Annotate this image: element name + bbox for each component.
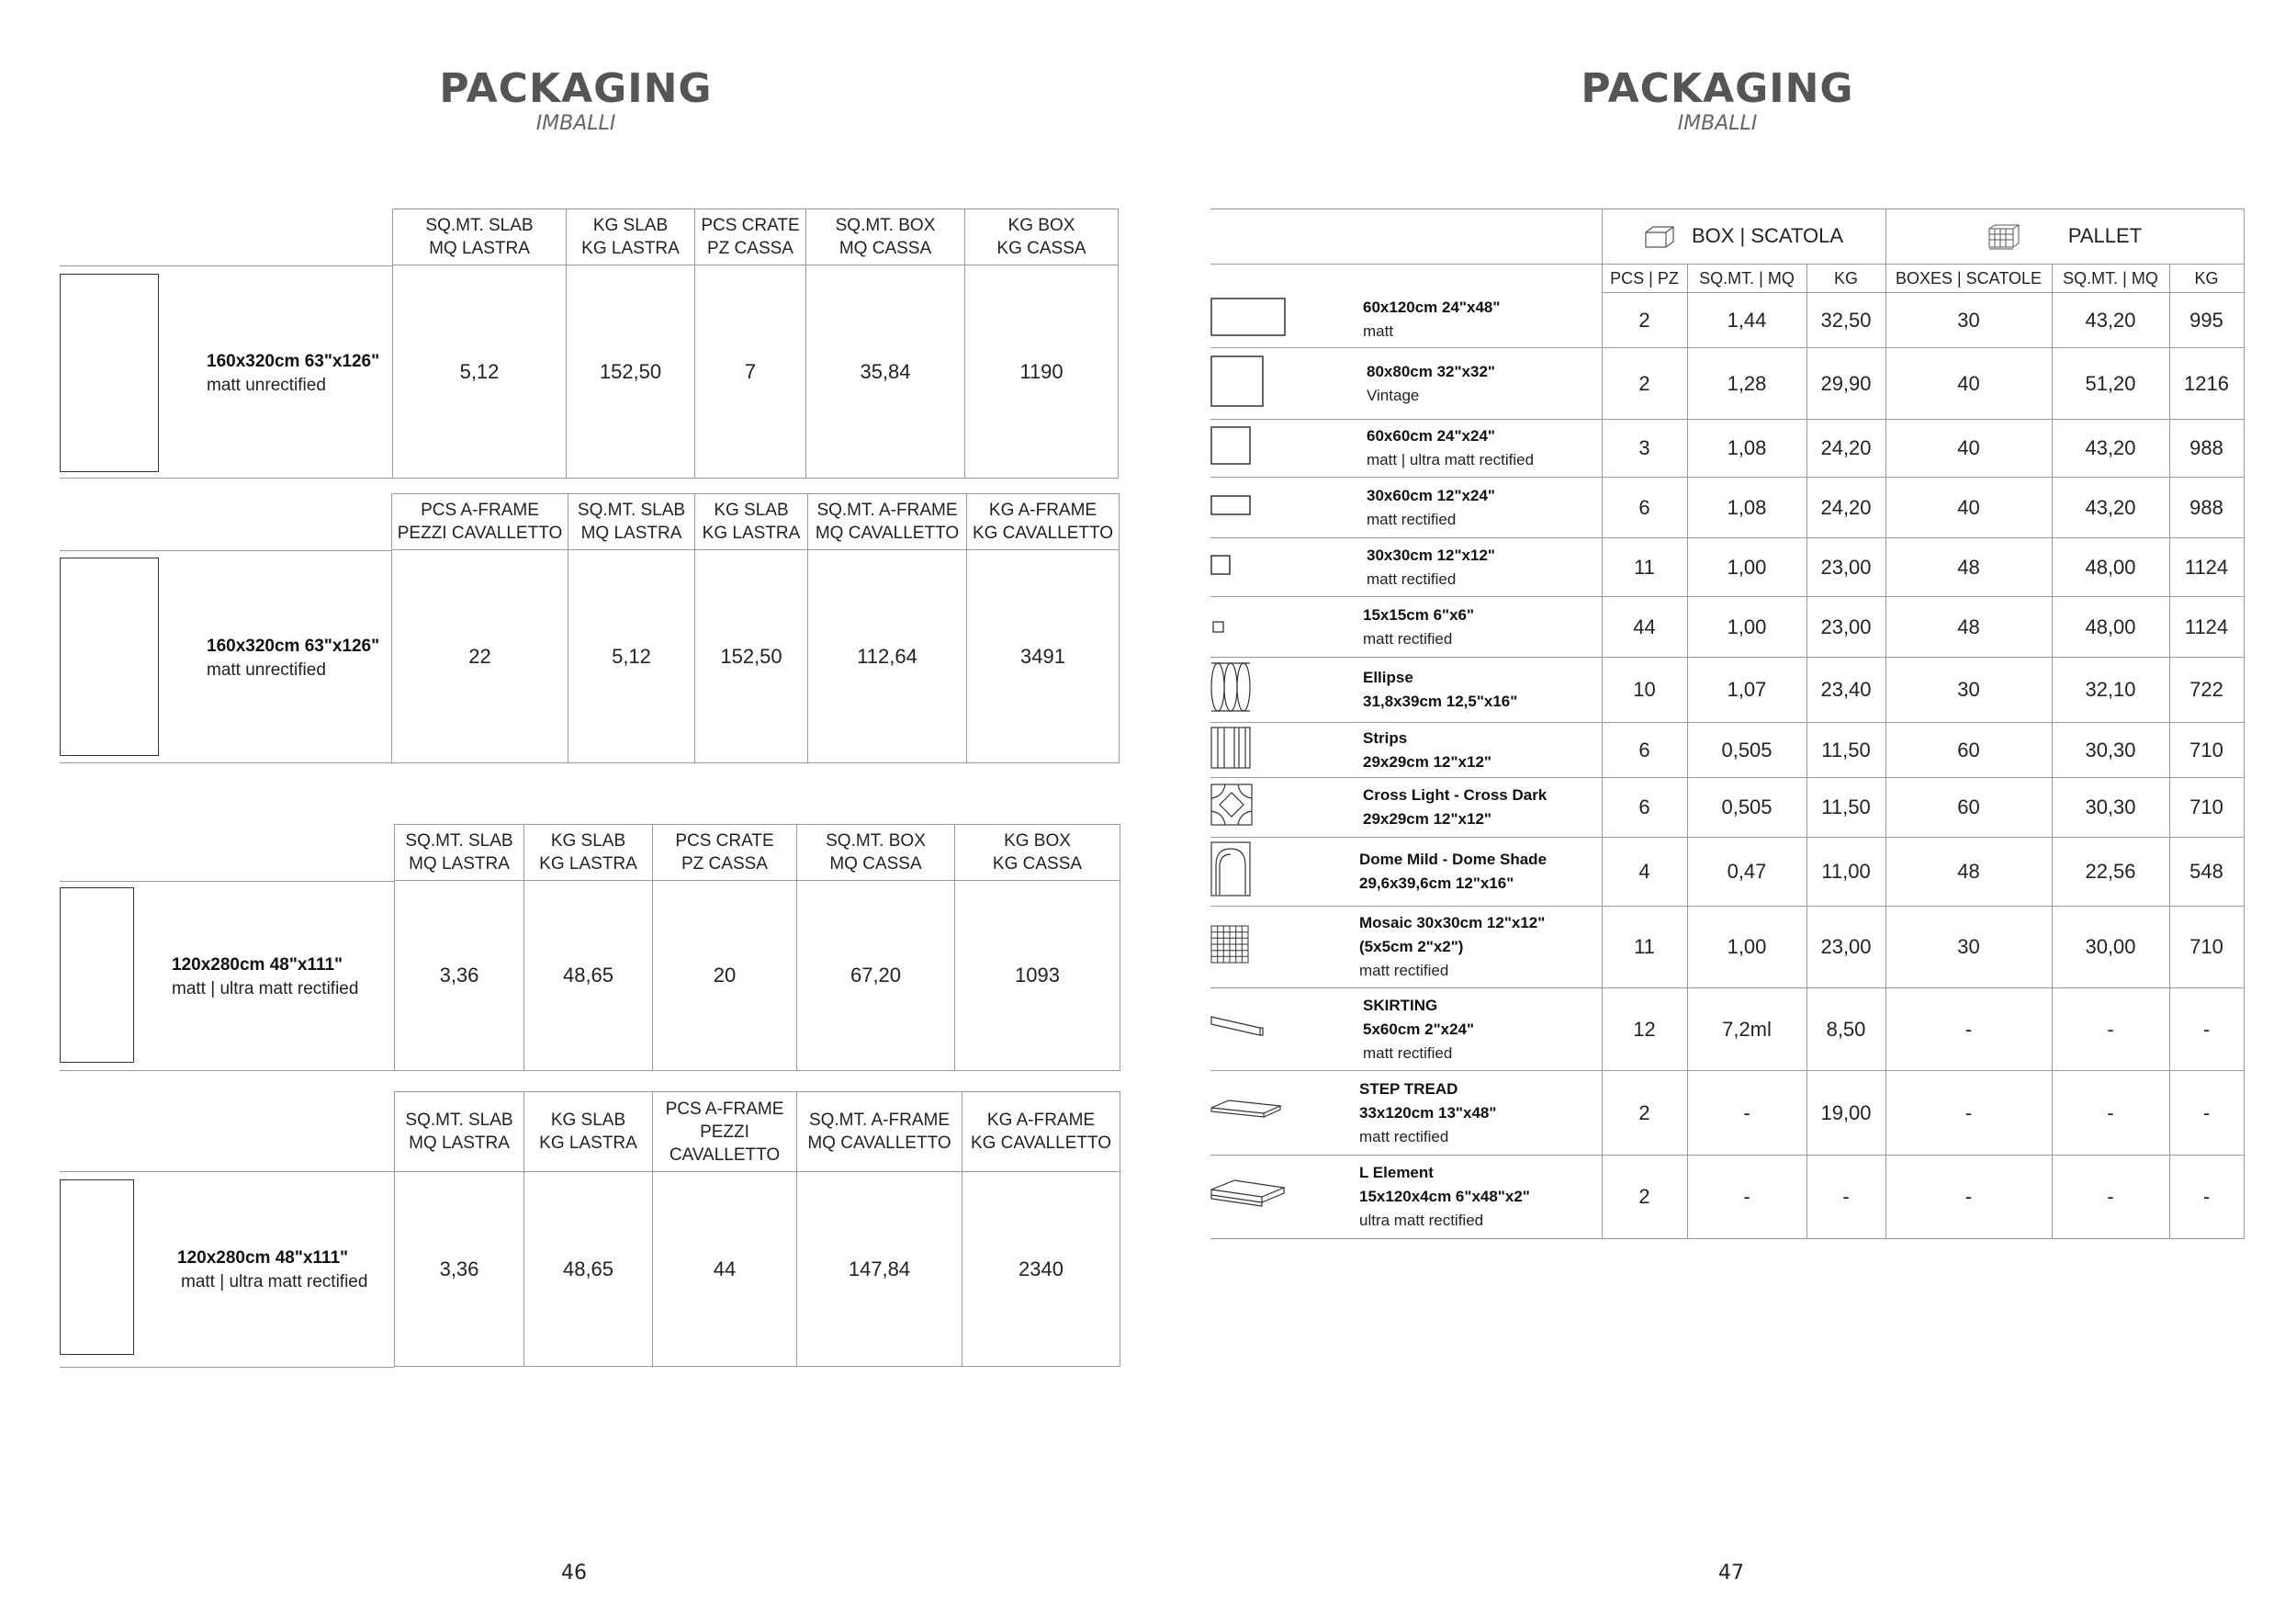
column-header: KG BOX KG CASSA xyxy=(955,825,1120,881)
square-15x15-icon xyxy=(1212,615,1225,639)
table-cell: 43,20 xyxy=(2052,478,2169,538)
table-row xyxy=(1210,988,2244,1071)
table-cell: 1093 xyxy=(955,881,1120,1071)
format-name: 60x60cm 24"x24" xyxy=(1367,427,1495,445)
table-cell: 32,10 xyxy=(2052,658,2169,723)
column-header: PCS A-FRAME PEZZI CAVALLETTO xyxy=(392,494,568,550)
table-cell: 2 xyxy=(1602,1156,1687,1239)
table-cell: 44 xyxy=(653,1172,797,1367)
group-header-pallet: PALLET xyxy=(1885,209,2244,265)
format-finish: matt rectified xyxy=(1359,962,1449,979)
table-row xyxy=(1210,658,2244,723)
table-cell: 23,00 xyxy=(1806,597,1885,658)
table-cell: 11 xyxy=(1602,907,1687,988)
table-cell: 1,00 xyxy=(1687,538,1806,597)
table-row xyxy=(1210,1156,2244,1239)
format-label xyxy=(1363,666,1517,714)
format-name: Ellipse xyxy=(1363,669,1413,686)
table-cell: 0,47 xyxy=(1687,838,1806,907)
box-icon xyxy=(1644,225,1675,249)
format-label xyxy=(1363,784,1547,831)
table-cell: 7 xyxy=(695,265,806,479)
table-cell: 30,00 xyxy=(2052,907,2169,988)
format-cell xyxy=(1210,538,1602,597)
format-name: L Element xyxy=(1359,1164,1434,1181)
table-cell: 10 xyxy=(1602,658,1687,723)
strips-tile-icon xyxy=(1210,727,1251,774)
mosaic-grid-icon xyxy=(1210,925,1249,969)
table-cell: 48 xyxy=(1885,597,2052,658)
column-header: SQ.MT. SLAB MQ LASTRA xyxy=(393,209,567,265)
table-cell: 8,50 xyxy=(1806,988,1885,1071)
table-cell: 722 xyxy=(2169,658,2244,723)
format-cell xyxy=(1210,348,1602,420)
format-cell xyxy=(1210,907,1602,988)
table-cell: 40 xyxy=(1885,420,2052,478)
table-cell: 112,64 xyxy=(808,550,967,763)
square-30x30-icon xyxy=(1210,555,1231,581)
table-cell: 30 xyxy=(1885,658,2052,723)
table-cell: 60 xyxy=(1885,778,2052,838)
table-cell: 48,00 xyxy=(2052,538,2169,597)
page-title: PACKAGING xyxy=(1581,65,1854,112)
cross-tile-icon xyxy=(1210,784,1253,831)
format-label xyxy=(1359,1077,1496,1149)
format-size: 29,6x39,6cm 12"x16" xyxy=(1359,874,1514,892)
table-cell: 6 xyxy=(1602,723,1687,778)
table-cell: 1,08 xyxy=(1687,478,1806,538)
format-finish: matt rectified xyxy=(1363,1043,1453,1062)
table-cell: 1,28 xyxy=(1687,348,1806,420)
column-header: PCS CRATE PZ CASSA xyxy=(653,825,797,881)
table-cell: - xyxy=(2052,988,2169,1071)
table-cell: 32,50 xyxy=(1806,293,1885,348)
column-header: SQ.MT. SLAB MQ LASTRA xyxy=(568,494,695,550)
format-finish: matt rectified xyxy=(1367,510,1457,528)
table-cell: 60 xyxy=(1885,723,2052,778)
table-cell: - xyxy=(1687,1071,1806,1156)
format-finish: matt rectified xyxy=(1363,629,1453,648)
column-header: KG SLAB KG LASTRA xyxy=(695,494,808,550)
format-label xyxy=(1367,484,1495,532)
format-size: 15x120x4cm 6"x48"x2" xyxy=(1359,1188,1530,1205)
format-size: (5x5cm 2"x2") xyxy=(1359,938,1464,955)
right-page-title-block xyxy=(1442,66,1993,136)
table-cell: 0,505 xyxy=(1687,723,1806,778)
table-cell: 23,00 xyxy=(1806,907,1885,988)
format-label xyxy=(1363,994,1474,1066)
column-header: SQ.MT. | MQ xyxy=(1687,265,1806,293)
table-cell: 988 xyxy=(2169,478,2244,538)
table-cell: 30 xyxy=(1885,293,2052,348)
table-cell: 2 xyxy=(1602,348,1687,420)
rect-60x120-icon xyxy=(1210,298,1286,342)
table-cell: 44 xyxy=(1602,597,1687,658)
format-size: 5x60cm 2"x24" xyxy=(1363,1020,1475,1038)
column-header: KG xyxy=(1806,265,1885,293)
format-label: 160x320cm 63"x126" matt unrectified xyxy=(207,352,380,395)
table-cell: 20 xyxy=(653,881,797,1071)
column-header: KG SLAB KG LASTRA xyxy=(524,1092,653,1172)
table-row xyxy=(1210,478,2244,538)
table-cell: 22 xyxy=(392,550,568,763)
table-cell: 30,30 xyxy=(2052,778,2169,838)
format-label xyxy=(1359,848,1547,896)
table-cell: 67,20 xyxy=(797,881,955,1071)
table-cell: 48,65 xyxy=(524,881,653,1071)
table-cell: 147,84 xyxy=(797,1172,962,1367)
table-cell: 1,00 xyxy=(1687,597,1806,658)
table-row xyxy=(1210,723,2244,778)
table-cell: 2340 xyxy=(962,1172,1120,1367)
format-size: 29x29cm 12"x12" xyxy=(1363,810,1491,828)
table-cell: 988 xyxy=(2169,420,2244,478)
page-subtitle: IMBALLI xyxy=(1677,112,1758,135)
table-cell: 43,20 xyxy=(2052,293,2169,348)
column-header: PCS CRATE PZ CASSA xyxy=(695,209,806,265)
table-cell: 3,36 xyxy=(395,881,524,1071)
table-row xyxy=(1210,348,2244,420)
column-header: SQ.MT. BOX MQ CASSA xyxy=(797,825,955,881)
page-number: 47 xyxy=(1718,1562,1744,1585)
format-name: 60x120cm 24"x48" xyxy=(1363,299,1501,317)
table-cell: 40 xyxy=(1885,348,2052,420)
step-tread-icon xyxy=(1210,1099,1282,1128)
format-cell xyxy=(1210,1071,1602,1156)
format-name: Dome Mild - Dome Shade xyxy=(1359,851,1548,868)
format-name: 15x15cm 6"x6" xyxy=(1363,605,1475,624)
table-cell: 48,00 xyxy=(2052,597,2169,658)
format-label: 120x280cm 48"x111" matt | ultra matt rectified xyxy=(177,1248,368,1291)
format-size: 33x120cm 13"x48" xyxy=(1359,1103,1497,1122)
format-finish: matt rectified xyxy=(1359,1127,1449,1145)
format-cell xyxy=(1210,723,1602,778)
table-cell: 1,07 xyxy=(1687,658,1806,723)
table-cell: 43,20 xyxy=(2052,420,2169,478)
format-label xyxy=(1367,544,1495,592)
format-finish: ultra matt rectified xyxy=(1359,1212,1484,1229)
table-cell: 29,90 xyxy=(1806,348,1885,420)
format-label xyxy=(1359,911,1545,983)
ellipse-tile-icon xyxy=(1210,662,1251,717)
format-name: Cross Light - Cross Dark xyxy=(1363,786,1548,804)
table-row xyxy=(1210,420,2244,478)
format-cell xyxy=(1210,597,1602,658)
table-cell: 6 xyxy=(1602,778,1687,838)
column-header: SQ.MT. A-FRAME MQ CAVALLETTO xyxy=(808,494,967,550)
table-cell: 710 xyxy=(2169,907,2244,988)
column-header: KG SLAB KG LASTRA xyxy=(567,209,695,265)
column-header: PCS | PZ xyxy=(1602,265,1687,293)
table-cell: 3491 xyxy=(967,550,1120,763)
column-header: KG BOX KG CASSA xyxy=(965,209,1119,265)
table-cell: - xyxy=(1687,1156,1806,1239)
table-cell: 12 xyxy=(1602,988,1687,1071)
format-finish: matt xyxy=(1363,322,1394,341)
table-cell: 5,12 xyxy=(568,550,695,763)
format-label: 160x320cm 63"x126" matt unrectified xyxy=(207,637,380,680)
table-cell: 152,50 xyxy=(567,265,695,479)
format-cell xyxy=(1210,988,1602,1071)
slab-icon xyxy=(60,274,159,472)
table-row xyxy=(1210,778,2244,838)
table-cell: 1190 xyxy=(965,265,1119,479)
column-header: BOXES | SCATOLE xyxy=(1885,265,2052,293)
format-name: Strips xyxy=(1363,728,1408,747)
table-cell: - xyxy=(1885,1071,2052,1156)
table-cell: 35,84 xyxy=(806,265,965,479)
format-cell xyxy=(1210,420,1602,478)
table-cell: 30 xyxy=(1885,907,2052,988)
table-cell: - xyxy=(1885,1156,2052,1239)
slab-icon xyxy=(60,558,159,756)
format-cell xyxy=(1210,293,1602,348)
column-header: SQ.MT. BOX MQ CASSA xyxy=(806,209,965,265)
table-cell: 11 xyxy=(1602,538,1687,597)
table-cell: 11,50 xyxy=(1806,723,1885,778)
table-cell: 1124 xyxy=(2169,597,2244,658)
table-cell: - xyxy=(2052,1156,2169,1239)
table-cell: 995 xyxy=(2169,293,2244,348)
table-row xyxy=(1210,907,2244,988)
table-cell: 22,56 xyxy=(2052,838,2169,907)
table-cell: 6 xyxy=(1602,478,1687,538)
table-row xyxy=(1210,1071,2244,1156)
format-label xyxy=(1363,727,1491,774)
column-header: KG A-FRAME KG CAVALLETTO xyxy=(967,494,1120,550)
table-cell: 5,12 xyxy=(393,265,567,479)
rect-30x60-icon xyxy=(1210,495,1251,521)
table-cell: 11,00 xyxy=(1806,838,1885,907)
table-cell: - xyxy=(2169,1071,2244,1156)
column-header: SQ.MT. SLAB MQ LASTRA xyxy=(395,1092,524,1172)
table-cell: 24,20 xyxy=(1806,420,1885,478)
format-size: 31,8x39cm 12,5"x16" xyxy=(1363,693,1518,710)
table-cell: - xyxy=(1806,1156,1885,1239)
table-cell: 1124 xyxy=(2169,538,2244,597)
table-cell: 0,505 xyxy=(1687,778,1806,838)
format-label xyxy=(1359,1161,1530,1233)
page-number: 46 xyxy=(561,1562,587,1585)
table-row xyxy=(1210,293,2244,348)
format-name: Mosaic 30x30cm 12"x12" xyxy=(1359,914,1546,931)
table-cell: 2 xyxy=(1602,293,1687,348)
dome-tile-icon xyxy=(1210,841,1251,902)
table-cell: 4 xyxy=(1602,838,1687,907)
table-cell: 51,20 xyxy=(2052,348,2169,420)
format-label xyxy=(1367,360,1495,408)
table-cell: 3 xyxy=(1602,420,1687,478)
format-label xyxy=(1363,603,1474,651)
page-subtitle: IMBALLI xyxy=(535,112,616,135)
table-cell: 30,30 xyxy=(2052,723,2169,778)
table-cell: 3,36 xyxy=(395,1172,524,1367)
format-name: 30x30cm 12"x12" xyxy=(1367,546,1495,564)
format-size: 29x29cm 12"x12" xyxy=(1363,752,1491,771)
format-cell xyxy=(1210,478,1602,538)
slab-icon xyxy=(60,887,134,1063)
table-row xyxy=(1210,838,2244,907)
format-cell xyxy=(1210,1156,1602,1239)
table-cell: 23,00 xyxy=(1806,538,1885,597)
table-cell: - xyxy=(2169,1156,2244,1239)
square-60x60-icon xyxy=(1210,426,1251,470)
table-cell: 1,44 xyxy=(1687,293,1806,348)
table-cell: 48 xyxy=(1885,538,2052,597)
column-header: PCS A-FRAME PEZZI CAVALLETTO xyxy=(653,1092,797,1172)
table-cell: 23,40 xyxy=(1806,658,1885,723)
table-cell: 1,00 xyxy=(1687,907,1806,988)
table-cell: 48 xyxy=(1885,838,2052,907)
table-cell: 19,00 xyxy=(1806,1071,1885,1156)
slab-icon xyxy=(60,1179,134,1355)
table-cell: - xyxy=(2052,1071,2169,1156)
format-finish: Vintage xyxy=(1367,386,1420,404)
table-cell: 40 xyxy=(1885,478,2052,538)
table-cell: 1216 xyxy=(2169,348,2244,420)
square-80x80-icon xyxy=(1210,355,1264,412)
table-cell: 152,50 xyxy=(695,550,808,763)
left-page-title-block xyxy=(300,66,851,136)
l-element-icon xyxy=(1210,1179,1286,1215)
format-finish: matt | ultra matt rectified xyxy=(1367,451,1535,468)
table-cell: - xyxy=(1885,988,2052,1071)
format-name: 80x80cm 32"x32" xyxy=(1367,362,1495,380)
format-name: STEP TREAD xyxy=(1359,1079,1458,1098)
page-title: PACKAGING xyxy=(439,65,713,112)
format-label: 120x280cm 48"x111" matt | ultra matt rectified xyxy=(172,955,359,998)
format-cell xyxy=(1210,658,1602,723)
table-cell: 11,50 xyxy=(1806,778,1885,838)
column-header: SQ.MT. A-FRAME MQ CAVALLETTO xyxy=(797,1092,962,1172)
format-cell xyxy=(1210,778,1602,838)
format-finish: matt rectified xyxy=(1367,570,1457,588)
packaging-table-formats xyxy=(1210,209,2245,1239)
table-row xyxy=(1210,538,2244,597)
column-header: SQ.MT. | MQ xyxy=(2052,265,2169,293)
pallet-icon xyxy=(1987,223,2020,251)
table-cell: 1,08 xyxy=(1687,420,1806,478)
skirting-icon xyxy=(1210,1015,1264,1044)
column-header: KG SLAB KG LASTRA xyxy=(524,825,653,881)
table-cell: 2 xyxy=(1602,1071,1687,1156)
format-cell xyxy=(1210,838,1602,907)
format-label xyxy=(1363,296,1500,344)
format-label xyxy=(1367,424,1534,472)
table-row xyxy=(1210,597,2244,658)
table-cell: 548 xyxy=(2169,838,2244,907)
group-header-box: BOX | SCATOLA xyxy=(1602,209,1885,265)
column-header: KG A-FRAME KG CAVALLETTO xyxy=(962,1092,1120,1172)
table-cell: 48,65 xyxy=(524,1172,653,1367)
format-name: 30x60cm 12"x24" xyxy=(1367,486,1495,504)
column-header: KG xyxy=(2169,265,2244,293)
table-cell: 710 xyxy=(2169,778,2244,838)
format-name: SKIRTING xyxy=(1363,996,1438,1014)
table-cell: 7,2ml xyxy=(1687,988,1806,1071)
table-cell: 24,20 xyxy=(1806,478,1885,538)
table-cell: - xyxy=(2169,988,2244,1071)
column-header: SQ.MT. SLAB MQ LASTRA xyxy=(395,825,524,881)
table-cell: 710 xyxy=(2169,723,2244,778)
